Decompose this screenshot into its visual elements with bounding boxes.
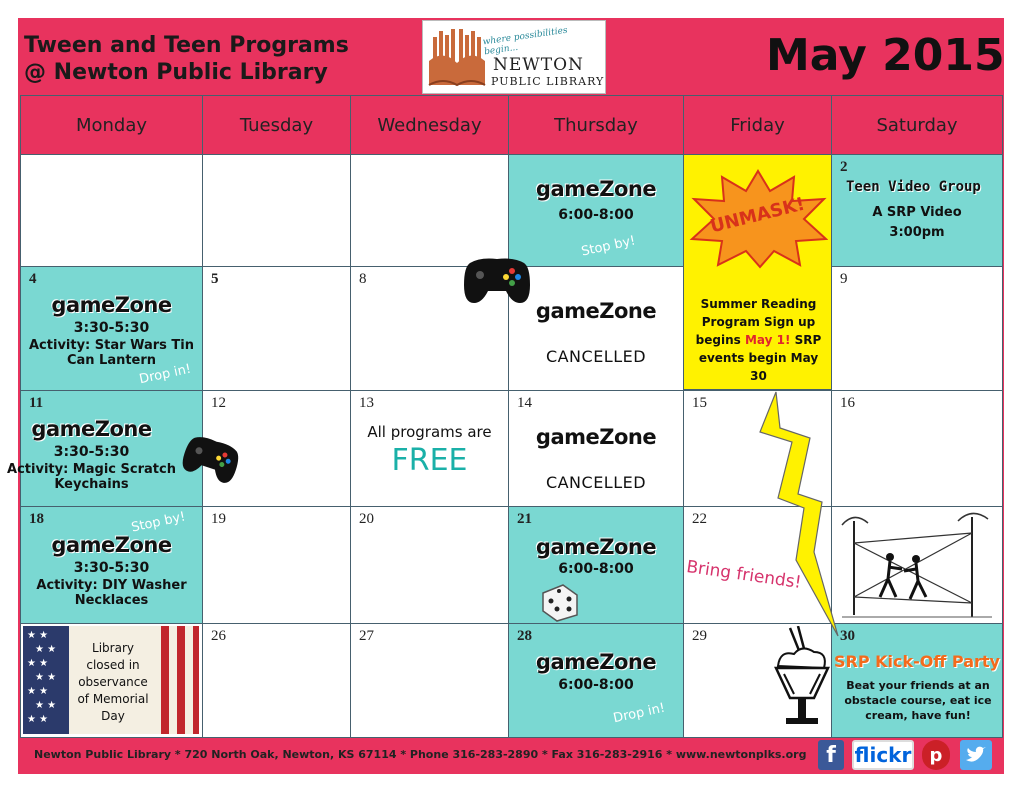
weekday-thursday: Thursday bbox=[508, 95, 684, 155]
day-cell-thursday-21 bbox=[508, 506, 684, 624]
teen-video-group-title: Teen Video Group bbox=[846, 179, 981, 195]
unmask-text: UNMASK! bbox=[708, 193, 807, 238]
day-number: 14 bbox=[517, 395, 532, 411]
weekday-wednesday: Wednesday bbox=[350, 95, 509, 155]
svg-text:★ ★: ★ ★ bbox=[35, 700, 57, 711]
calendar-title bbox=[24, 32, 349, 86]
day-number: 5 bbox=[211, 271, 219, 287]
title-line-1: Tween and Teen Programs bbox=[24, 33, 349, 58]
day-number: 26 bbox=[211, 628, 226, 644]
srp-events-line: SRP events begin May 30 bbox=[698, 333, 822, 383]
gamezone-label: gameZone bbox=[535, 299, 657, 323]
day-cell-thursday-14 bbox=[508, 390, 684, 507]
day-cell-empty bbox=[20, 154, 203, 267]
gamezone-label: gameZone bbox=[535, 425, 657, 449]
weekday-tuesday: Tuesday bbox=[202, 95, 351, 155]
svg-text:★ ★: ★ ★ bbox=[35, 644, 57, 655]
title-line-2: @ Newton Public Library bbox=[24, 60, 328, 85]
gamezone-label: gameZone bbox=[535, 535, 657, 559]
event-time: 6:00-8:00 bbox=[558, 561, 634, 577]
srp-signup-text bbox=[690, 295, 827, 385]
footer-contact: Newton Public Library * 720 North Oak, Newton, KS 67114 * Phone 316-283-2890 * Fax 316-283-2916 * www.newtonplks.org bbox=[34, 748, 807, 761]
day-cell-monday-25 bbox=[20, 623, 203, 738]
day-number: 28 bbox=[517, 628, 532, 644]
srp-signup-line: Summer Reading Program Sign up begins bbox=[695, 297, 817, 347]
day-number: 20 bbox=[359, 511, 374, 527]
gamezone-label: gameZone bbox=[31, 417, 152, 441]
event-status: CANCELLED bbox=[545, 473, 647, 492]
bring-friends-note: Bring friends! bbox=[685, 557, 803, 593]
day-cell-friday-29 bbox=[683, 623, 832, 738]
day-number: 11 bbox=[29, 395, 44, 411]
day-number: 29 bbox=[692, 628, 707, 644]
weekday-monday: Monday bbox=[20, 95, 203, 155]
obstacle-course-icon bbox=[832, 507, 1002, 621]
flickr-wordmark: flickr bbox=[854, 743, 912, 767]
event-note: Drop in! bbox=[612, 700, 667, 727]
twitter-icon[interactable] bbox=[960, 740, 992, 770]
dice-icon bbox=[537, 579, 581, 623]
day-cell-thursday-week2 bbox=[508, 266, 684, 391]
event-note: Stop by! bbox=[130, 509, 187, 536]
event-line: A SRP Video bbox=[872, 205, 962, 220]
ice-cream-sundae-icon bbox=[772, 626, 832, 736]
event-activity: Activity: Magic Scratch Keychains bbox=[7, 462, 176, 492]
day-number: 18 bbox=[29, 511, 44, 527]
day-number: 15 bbox=[692, 395, 707, 411]
library-logo bbox=[422, 20, 606, 94]
day-number: 2 bbox=[840, 159, 848, 175]
game-controller-icon bbox=[460, 245, 534, 307]
day-cell-friday-srp bbox=[683, 154, 832, 390]
day-cell-monday-11 bbox=[7, 390, 203, 507]
logo-tagline: where possibilities begin... bbox=[482, 25, 569, 58]
event-note: Stop by! bbox=[580, 233, 637, 260]
svg-text:★ ★: ★ ★ bbox=[35, 672, 57, 683]
lightning-bolt-icon bbox=[756, 390, 846, 640]
flickr-icon[interactable] bbox=[852, 740, 914, 770]
day-cell-tuesday-26 bbox=[202, 623, 351, 738]
free-programs-line: All programs are bbox=[367, 423, 492, 441]
event-activity: Activity: DIY Washer Necklaces bbox=[36, 578, 187, 608]
svg-text:★ ★: ★ ★ bbox=[27, 630, 49, 641]
day-cell-saturday-16 bbox=[831, 390, 1003, 507]
logo-subname: PUBLIC LIBRARY bbox=[491, 75, 605, 88]
gamezone-label: gameZone bbox=[535, 177, 657, 201]
event-time: 6:00-8:00 bbox=[558, 677, 634, 693]
event-activity: Activity: Star Wars Tin Can Lantern bbox=[29, 338, 194, 368]
day-number: 13 bbox=[359, 395, 374, 411]
svg-text:★ ★: ★ ★ bbox=[27, 686, 49, 697]
event-time: 3:30-5:30 bbox=[53, 444, 130, 460]
day-cell-saturday-9 bbox=[831, 266, 1003, 391]
event-note: Drop in! bbox=[138, 361, 193, 388]
weekday-friday: Friday bbox=[683, 95, 832, 155]
free-label: FREE bbox=[391, 443, 468, 478]
day-cell-empty bbox=[202, 154, 351, 267]
srp-kickoff-title: SRP Kick-Off Party bbox=[834, 652, 1000, 671]
twitter-bird-icon bbox=[965, 746, 987, 764]
facebook-icon[interactable]: f bbox=[818, 740, 844, 770]
svg-text:★ ★: ★ ★ bbox=[27, 658, 49, 669]
gamezone-label: gameZone bbox=[51, 533, 172, 557]
day-cell-wednesday-20 bbox=[350, 506, 509, 624]
day-cell-thursday-week1 bbox=[508, 154, 684, 267]
gamezone-label: gameZone bbox=[51, 293, 172, 317]
library-closed-notice: Library closed in observance of Memorial Day bbox=[77, 641, 149, 723]
event-time: 3:30-5:30 bbox=[73, 560, 150, 576]
day-cell-saturday-obstacle bbox=[831, 506, 1003, 624]
day-cell-saturday-30 bbox=[831, 623, 1003, 738]
svg-text:★ ★: ★ ★ bbox=[27, 714, 49, 725]
day-cell-monday-4 bbox=[20, 266, 203, 391]
day-number: 12 bbox=[211, 395, 226, 411]
day-cell-thursday-28 bbox=[508, 623, 684, 738]
weekday-saturday: Saturday bbox=[831, 95, 1003, 155]
day-number: 21 bbox=[517, 511, 532, 527]
event-time: 6:00-8:00 bbox=[558, 207, 634, 223]
month-title: May 2015 bbox=[766, 30, 1005, 81]
day-number: 8 bbox=[359, 271, 367, 287]
logo-name: NEWTON bbox=[493, 55, 584, 75]
srp-signup-date: May 1! bbox=[744, 333, 791, 347]
day-cell-wednesday-13 bbox=[350, 390, 509, 507]
day-number: 30 bbox=[840, 628, 855, 644]
day-number: 16 bbox=[840, 395, 855, 411]
day-cell-saturday-2 bbox=[831, 154, 1003, 267]
srp-kickoff-description: Beat your friends at an obstacle course, eat ice cream, have fun! bbox=[844, 679, 992, 722]
day-number: 9 bbox=[840, 271, 848, 287]
event-time: 3:30-5:30 bbox=[73, 320, 150, 336]
open-book-icon bbox=[423, 23, 493, 93]
day-cell-monday-18 bbox=[20, 506, 203, 624]
day-number: 22 bbox=[692, 511, 707, 527]
event-time: 3:00pm bbox=[889, 225, 945, 240]
event-status: CANCELLED bbox=[545, 347, 647, 366]
day-cell-tuesday-5 bbox=[202, 266, 351, 391]
gamezone-label: gameZone bbox=[535, 650, 657, 674]
pinterest-icon[interactable]: p bbox=[922, 740, 950, 770]
day-number: 4 bbox=[29, 271, 37, 287]
day-number: 27 bbox=[359, 628, 374, 644]
day-cell-wednesday-27 bbox=[350, 623, 509, 738]
day-cell-tuesday-19 bbox=[202, 506, 351, 624]
day-number: 19 bbox=[211, 511, 226, 527]
